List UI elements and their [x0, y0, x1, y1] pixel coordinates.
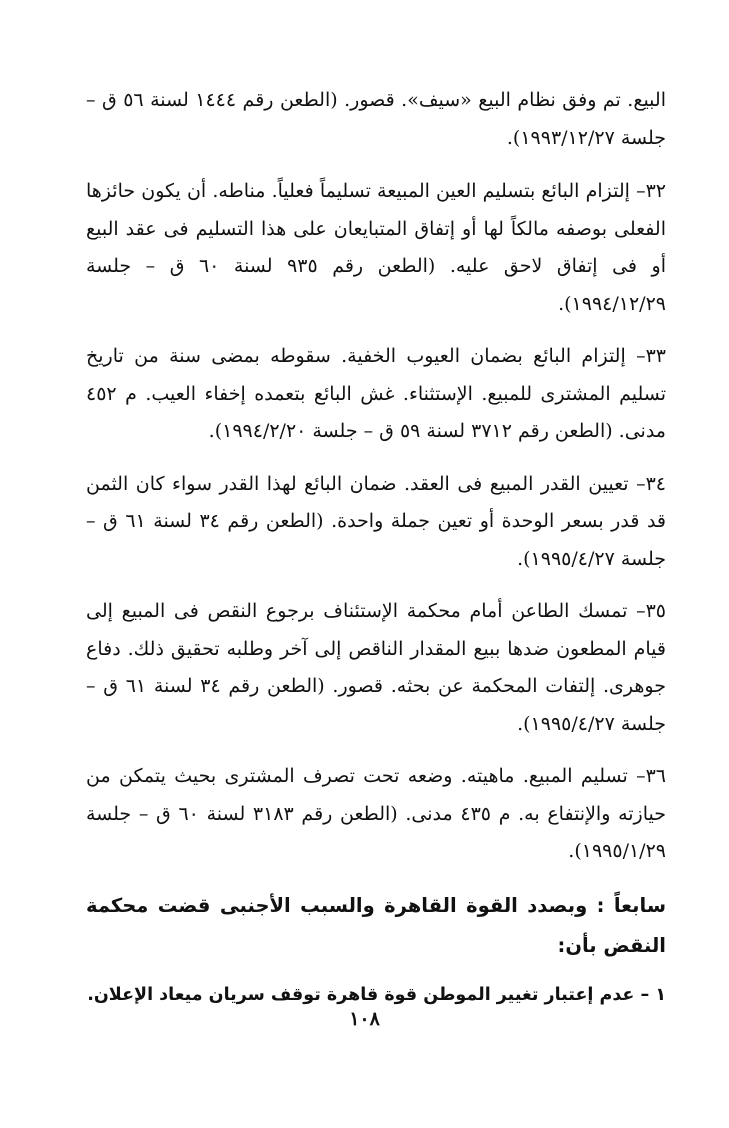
- page-number: ١٠٨: [349, 1008, 380, 1030]
- section-heading: سابعاً : وبصدد القوة القاهرة والسبب الأجنبى قضت محكمة النقض بأن:: [86, 893, 666, 957]
- paragraph-ruling-34: ٣٤– تعيين القدر المبيع فى العقد. ضمان البائع لهذا القدر سواء كان الثمن قد قدر بسعر الوحدة أو تعين جملة واحدة. (الطعن رقم ٣٤ لسنة ٦١ ق – جلسة ١٩٩٥/٤/٢٧).: [86, 472, 667, 570]
- section-first-item: ١ – عدم إعتبار تغيير الموطن قوة قاهرة توقف سريان ميعاد الإعلان.: [87, 984, 666, 1005]
- page-body: [86, 82, 666, 1012]
- paragraph-ruling-36: ٣٦– تسليم المبيع. ماهيته. وضعه تحت تصرف المشترى بحيث يتمكن من حيازته والإنتفاع به. م ٤٣٥ مدنى. (الطعن رقم ٣١٨٣ لسنة ٦٠ ق – جلسة ١٩٩٥/١/٢٩).: [86, 765, 666, 862]
- paragraph-ruling-33: ٣٣– إلتزام البائع بضمان العيوب الخفية. سقوطه بمضى سنة من تاريخ تسليم المشترى للمبيع. الإستثناء. غش البائع بتعمده إخفاء العيب. م ٤٥٢ مدنى. (الطعن رقم ٣٧١٢ لسنة ٥٩ ق – جلسة ١٩٩٤/٢/٢٠).: [86, 345, 666, 442]
- paragraph-ruling-35: ٣٥– تمسك الطاعن أمام محكمة الإستئناف برجوع النقص فى المبيع إلى قيام المطعون ضدها ببيع المقدار الناقص إلى آخر وطلبه تحقيق ذلك. دفاع جوهرى. إلتفات المحكمة عن بحثه. قصور. (الطعن رقم ٣٤ لسنة ٦١ ق – جلسة ١٩٩٥/٤/٢٧).: [86, 600, 666, 735]
- paragraph-continuation: البيع. تم وفق نظام البيع «سيف». قصور. (الطعن رقم ١٤٤٤ لسنة ٥٦ ق – جلسة ١٩٩٣/١٢/٢٧).: [86, 89, 666, 149]
- paragraph-ruling-32: ٣٢– إلتزام البائع بتسليم العين المبيعة تسليماً فعلياً. مناطه. أن يكون حائزها الفعلى بوصفه مالكاً لها أو إتفاق المتبايعان على هذا التسليم فى عقد البيع أو فى إتفاق لاحق عليه. (الطعن رقم ٩٣٥ لسنة ٦٠ ق – جلسة ١٩٩٤/١٢/٢٩).: [86, 180, 666, 315]
